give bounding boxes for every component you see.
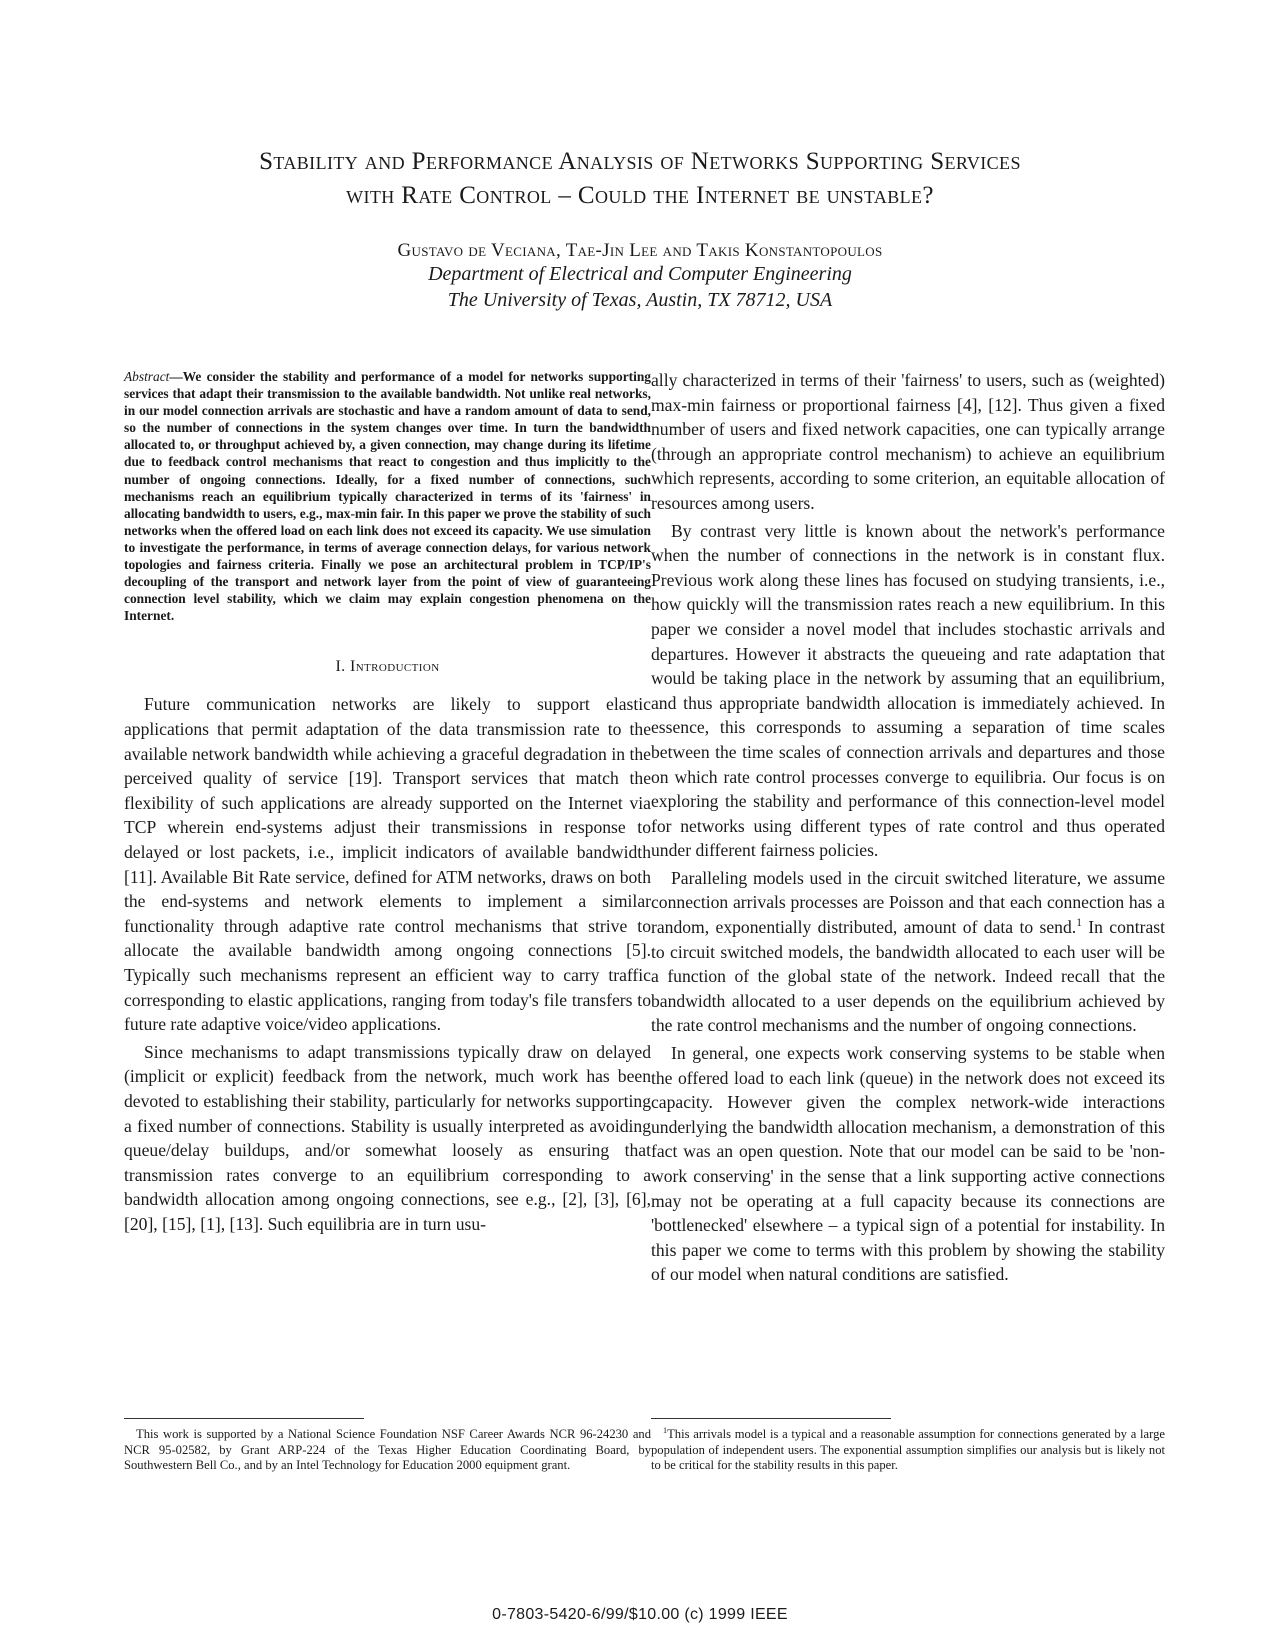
footnote-1-marker: 1: [663, 1425, 668, 1435]
footnote-1-body: This arrivals model is a typical and a reasonable assumption for connections generated by a large population of independent users. The exponential assumption simplifies our analysis but is likely not to be critical for the stability results in this paper.: [651, 1427, 1165, 1473]
left-column: [124, 368, 651, 1236]
right-column: [651, 368, 1165, 1287]
affiliation-department: Department of Electrical and Computer Engineering: [428, 263, 852, 285]
paper-title: [80, 145, 1200, 213]
footnote-marker-1[interactable]: 1: [1076, 917, 1082, 930]
author-list: Gustavo de Veciana, Tae-Jin Lee and Takis Konstantopoulos: [397, 240, 883, 261]
affiliation-university: The University of Texas, Austin, TX 78712, USA: [447, 289, 833, 311]
intro-paragraph-continued: ally characterized in terms of their 'fairness' to users, such as (weighted) max-min fairness or proportional fairness [4], [12]. Thus given a fixed number of users and fixed network capacities, one can typically arrange (through an appropriate control mechanism) to achieve an equilibrium which represents, according to some criterion, an equitable allocation of resources among users.: [651, 370, 1165, 513]
intro-paragraph-4-part-b: In contrast to circuit switched models, the bandwidth allocated to each user will be a function of the global state of the network. Indeed recall that the bandwidth allocated to a user depends on the equilibrium achieved by the rate control mechanisms and the number of ongoing connections.: [651, 917, 1165, 1036]
intro-paragraph-1: Future communication networks are likely to support elastic applications that permit adaptation of the data transmission rate to the available network bandwidth while achieving a graceful degradation in the perceived quality of service [19]. Transport services that match the flexibility of such applications are already supported on the Internet via TCP wherein end-systems adjust their transmissions in response to delayed or lost packets, i.e., implicit indicators of available bandwidth [11]. Available Bit Rate service, defined for ATM networks, draws on both the end-systems and network elements to implement a similar functionality through adaptive rate control mechanisms that strive to allocate the available bandwidth among ongoing connections [5]. Typically such mechanisms represent an efficient way to carry traffic corresponding to elastic applications, ranging from today's file transfers to future rate adaptive voice/video applications.: [124, 694, 651, 1035]
intro-paragraph-3: By contrast very little is known about the network's performance when the number of connections in the network is in constant flux. Previous work along these lines has focused on studying transients, i.e., how quickly will the transmission rates reach a new equilibrium. In this paper we consider a novel model that includes stochastic arrivals and departures. However it abstracts the queueing and rate adaptation that would be taking place in the network by assuming that an equilibrium, and thus appropriate bandwidth allocation is immediately achieved. In essence, this corresponds to assuming a separation of time scales between the time scales of connection arrivals and departures and those on which rate control processes converge to equilibria. Our focus is on exploring the stability and performance of this connection-level model for networks using different types of rate control and thus operated under different fairness policies.: [651, 520, 1165, 861]
abstract-lead: Abstract: [124, 369, 170, 384]
intro-paragraph-4: [651, 866, 1165, 1038]
intro-paragraph-5: In general, one expects work conserving systems to be stable when the offered load to each link (queue) in the network does not exceed its capacity. However given the complex network-wide interactions underlying the bandwidth allocation mechanism, a demonstration of this fact was an open question. Note that our model can be said to be 'non-work conserving' in the sense that a link supporting active connections may not be operating at a full capacity because its connections are 'bottlenecked' elsewhere – a typical sign of a potential for instability. In this paper we come to terms with this problem by showing the stability of our model when natural conditions are satisfied.: [651, 1043, 1165, 1285]
intro-paragraph-2: Since mechanisms to adapt transmissions typically draw on delayed (implicit or explicit) feedback from the network, much work has been devoted to establishing their stability, particularly for networks supporting a fixed number of connections. Stability is usually interpreted as avoiding queue/delay buildups, and/or somewhat loosely as ensuring that transmission rates converge to an equilibrium corresponding to a bandwidth allocation among ongoing connections, see e.g., [2], [3], [6], [20], [15], [1], [13]. Such equilibria are in turn usu-: [124, 1041, 651, 1234]
abstract: [124, 368, 651, 624]
footnote-rule-right: [651, 1418, 891, 1419]
footnote-funding: [124, 1427, 651, 1474]
copyright-footer: 0-7803-5420-6/99/$10.00 (c) 1999 IEEE: [492, 1606, 788, 1623]
paper-title-line-1: Stability and Performance Analysis of Networks Supporting Services: [259, 148, 1021, 175]
intro-paragraph-4-part-a: Paralleling models used in the circuit switched literature, we assume connection arrivals processes are Poisson and that each connection has a random, exponentially distributed, amount of data to send.: [651, 867, 1165, 938]
footnote-rule-left: [124, 1418, 364, 1419]
footnote-1: [651, 1427, 1165, 1474]
footnote-1-text: [651, 1427, 1165, 1474]
paper-title-line-2: with Rate Control – Could the Internet be unstable?: [346, 182, 934, 209]
footnote-funding-text: This work is supported by a National Science Foundation NSF Career Awards NCR 96-24230 and NCR 95-02582, by Grant ARP-224 of the Texas Higher Education Coordinating Board, by Southwestern Bell Co., and by an Intel Technology for Education 2000 equipment grant.: [124, 1427, 651, 1473]
abstract-text: —We consider the stability and performance of a model for networks supporting services that adapt their transmission to the available bandwidth. Not unlike real networks, in our model connection arrivals are stochastic and have a random amount of data to send, so the number of connections in the system changes over time. In turn the bandwidth allocated to, or throughput achieved by, a given connection, may change during its lifetime due to feedback control mechanisms that react to congestion and thus implicitly to the number of ongoing connections. Ideally, for a fixed number of connections, such mechanisms reach an equilibrium typically characterized in terms of its 'fairness' in allocating bandwidth to users, e.g., max-min fair. In this paper we prove the stability of such networks when the offered load on each link does not exceed its capacity. We use simulation to investigate the performance, in terms of average connection delays, for various network topologies and fairness criteria. Finally we pose an architectural problem in TCP/IP's decoupling of the transport and network layer from the point of view of guaranteeing connection level stability, which we claim may explain congestion phenomena on the Internet.: [124, 369, 651, 624]
section-heading-introduction: I. Introduction: [335, 658, 440, 676]
